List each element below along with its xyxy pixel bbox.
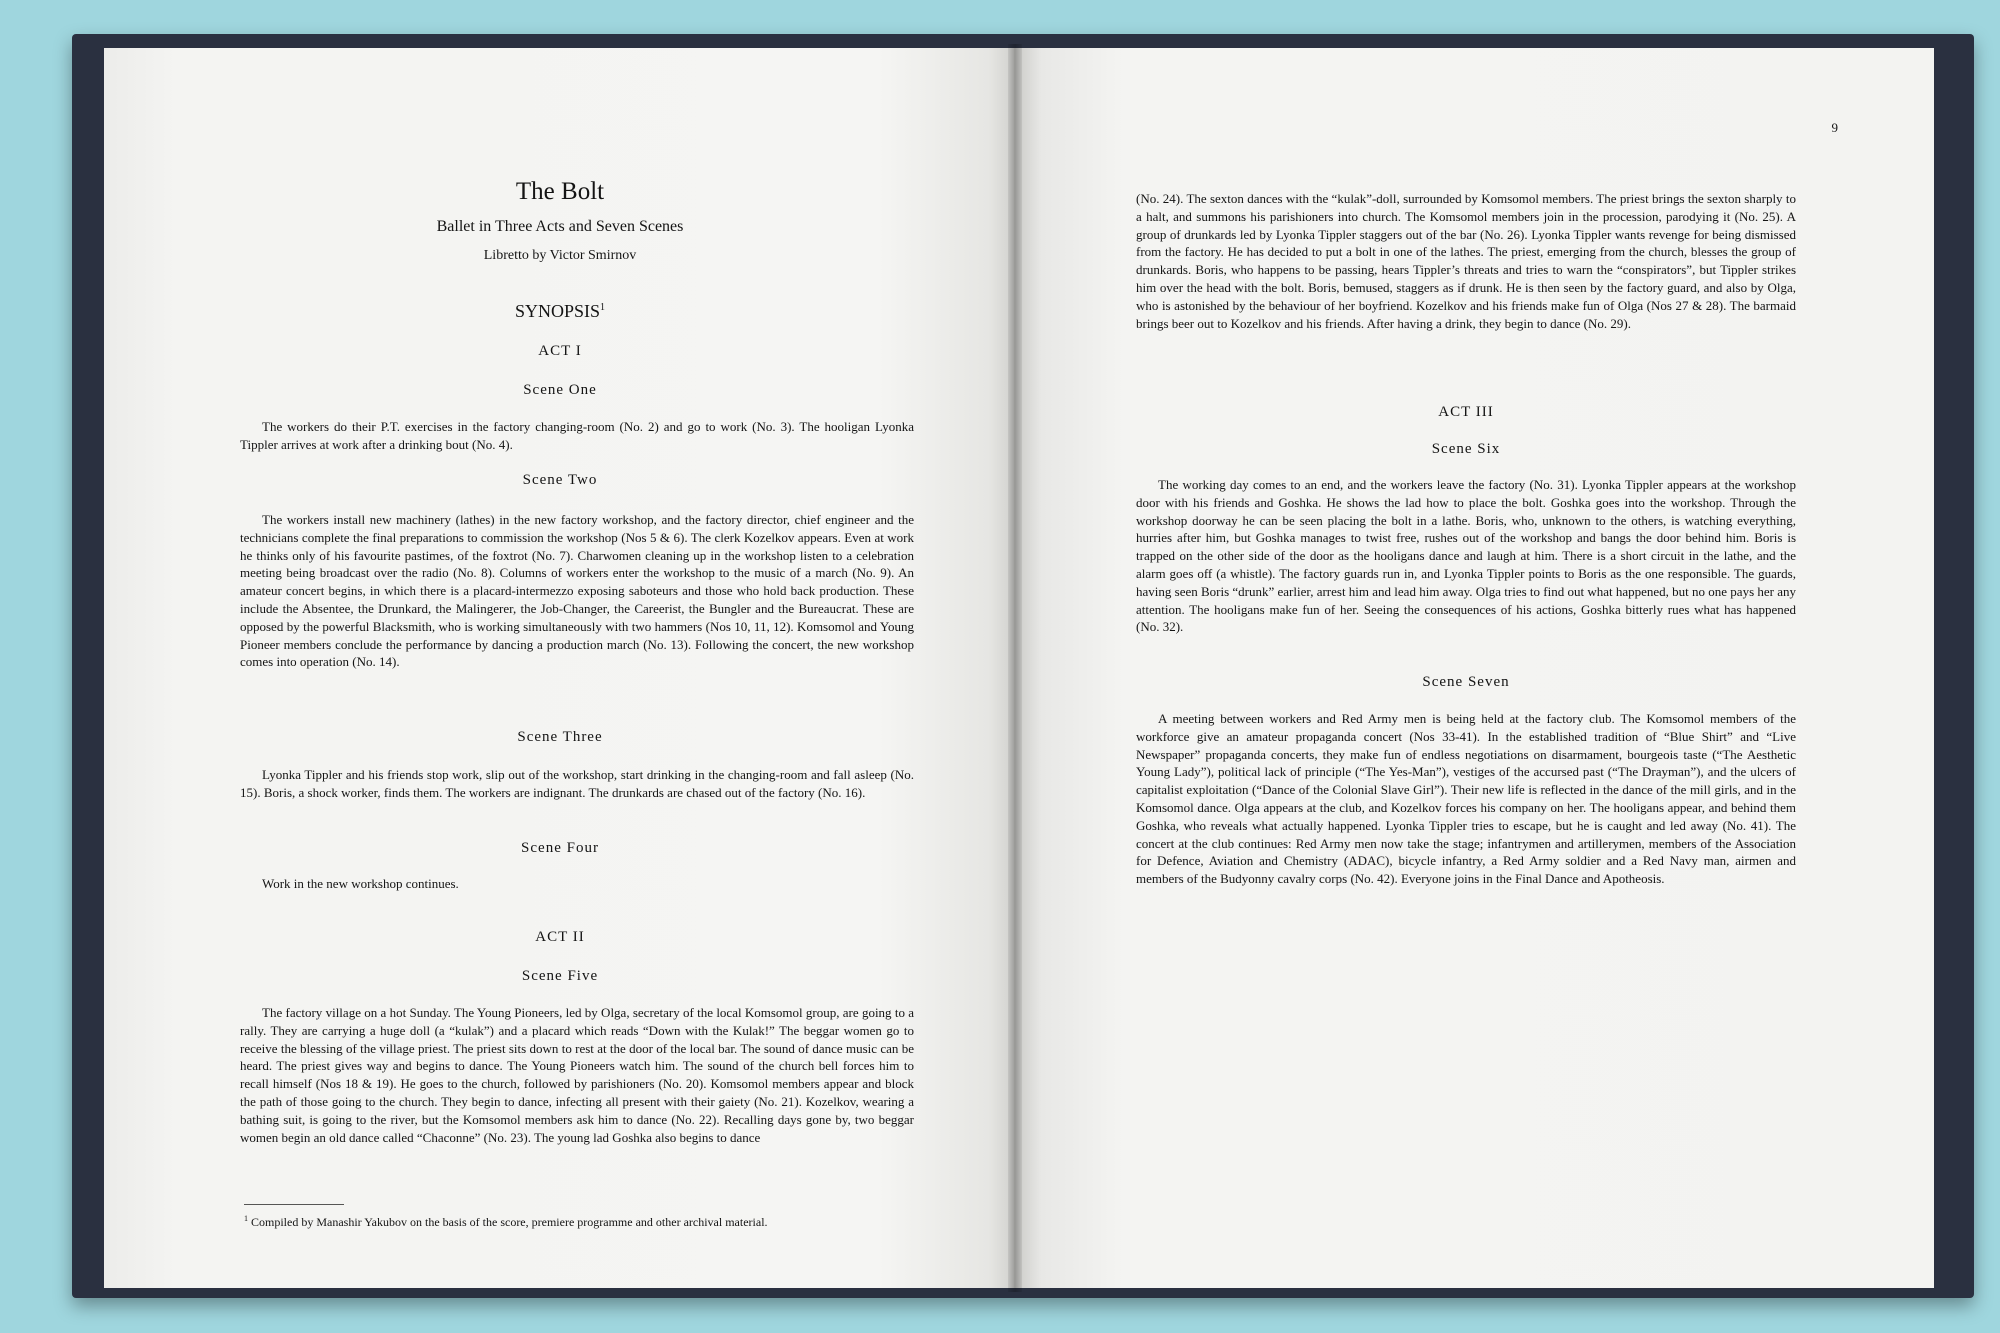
ballet-title: The Bolt bbox=[515, 178, 605, 205]
scene-2-heading: Scene Two bbox=[522, 472, 598, 488]
scene-4-heading: Scene Four bbox=[521, 840, 599, 856]
scene-7-heading: Scene Seven bbox=[1422, 674, 1510, 690]
scene-3-text: Lyonka Tippler and his friends stop work, slip out of the workshop, start drinking in the changing-room and fall asleep (No. 15). Boris, a shock worker, finds them. The workers are indignant. The drunkards are chased out of the factory (No. 16). bbox=[240, 767, 914, 800]
footnote: $^1$ Compiled by Manashir Yakubov on the basis of the score, premiere programme and other archival material. bbox=[244, 1214, 768, 1229]
scene-6-text: The working day comes to an end, and the workers leave the factory (No. 31). Lyonka Tippler appears at the workshop door with his friends and Goshka. He shows the lad how to place the bolt. Goshka goes into the workshop. Through the workshop doorway he can be seen placing the bolt in a lathe. Boris, who, unknown to the others, is watching everything, hurries after him, but Goshka manages to twist free, rushes out of the workshop and bangs the door behind him. Boris is trapped on the other side of the door as the hooligans dance and laugh at him. There is a short circuit in the lathe, and the alarm goes off (a whistle). The factory guards run in, and Lyonka Tippler points to Boris as the one responsible. The guards, having seen Boris “drunk” earlier, arrest him and lead him away. Olga tries to find out what happened, but no one pays her any attention. The hooligans make fun of her. Seeing the consequences of his actions, Goshka bitterly rues what has happened (No. 32). bbox=[1136, 477, 1796, 635]
footnote-mark: 1 bbox=[244, 1214, 248, 1223]
scene-5-continuation: (No. 24). The sexton dances with the “kulak”-doll, surrounded by Komsomol members. The priest brings the sexton sharply to a halt, and summons his parishioners into church. The Komsomol members join in the procession, parodying it (No. 25). A group of drunkards led by Lyonka Tippler staggers out of the bar (No. 26). Lyonka Tippler wants revenge for being dismissed from the factory. He has decided to put a bolt in one of the lathes. The priest, emerging from the church, blesses the group of drunkards. Boris, who happens to be passing, hears Tippler’s threats and tries to warn the “conspirators”, but Tippler strikes him over the head with the bolt. Boris, bemused, staggers as if drunk. He is then seen by the factory guard, and also by Olga, who is astonished by the behaviour of her boyfriend. Kozelkov and his friends make fun of Olga (Nos 27 & 28). The barmaid brings beer out to Kozelkov and his friends. After having a drink, they begin to dance (No. 29). bbox=[1136, 191, 1796, 331]
ballet-subtitle: Ballet in Three Acts and Seven Scenes bbox=[436, 218, 684, 235]
book-spine bbox=[1008, 44, 1022, 1292]
footnote-rule bbox=[244, 1204, 344, 1205]
scene-4-text: Work in the new workshop continues. bbox=[262, 876, 459, 891]
scene-1-heading: Scene One bbox=[523, 382, 597, 398]
scene-5-text: The factory village on a hot Sunday. The Young Pioneers, led by Olga, secretary of the local Komsomol group, are going to a rally. They are carrying a huge doll (a “kulak”) and a placard which reads “Down with the Kulak!” The beggar women go to receive the blessing of the village priest. The priest sits down to rest at the door of the local bar. The sound of dance music can be heard. The priest gives way and begins to dance. The Young Pioneers watch him. The sound of the church bell forces him to recall himself (Nos 18 & 19). He goes to the church, followed by parishioners (No. 20). Komsomol members appear and block the path of those going to the church. They begin to dance, infecting all present with their gaiety (No. 21). Kozelkov, wearing a bathing suit, is going to the river, but the Komsomol members ask him to dance (No. 22). Recalling days gone by, two beggar women begin an old dance called “Chaconne” (No. 23). The young lad Goshka also begins to dance bbox=[240, 1005, 914, 1145]
scene-7-text: A meeting between workers and Red Army men is being held at the factory club. The Komsomol members of the workforce give an amateur propaganda concert (Nos 33-41). In the established tradition of “Blue Shirt” and “Live Newspaper” propaganda concerts, they make fun of endless negotiations on disarmament, bourgeois taste (“The Aesthetic Young Lady”), political lack of principle (“The Yes-Man”), vestiges of the accursed past (“The Drayman”), and the ulcers of capitalist exploitation (“Dance of the Colonial Slave Girl”). Their new life is reflected in the dance of the mill girls, and in the Komsomol dance. Olga appears at the club, and Kozelkov forces his company on her. The hooligans appear, and behind them Goshka, who reveals what actually happened. Lyonka Tippler tries to escape, but he is caught and led away (No. 41). The concert at the club continues: Red Army men now take the stage; infantrymen and artillerymen, members of the Association for Defence, Aviation and Chemistry (ADAC), bicycle infantry, a Red Army soldier and a Red Navy man, airmen and members of the Budyonny cavalry corps (No. 42). Everyone joins in the Final Dance and Apotheosis. bbox=[1136, 711, 1796, 887]
act-3-heading: ACT III bbox=[1438, 404, 1494, 420]
synopsis-footnote-mark: 1 bbox=[600, 302, 606, 313]
scene-6-heading: Scene Six bbox=[1431, 441, 1501, 457]
scene-1-text: The workers do their P.T. exercises in the factory changing-room (No. 2) and go to work (No. 3). The hooligan Lyonka Tippler arrives at work after a drinking bout (No. 4). bbox=[240, 419, 914, 452]
synopsis-heading: SYNOPSIS$^1$ bbox=[514, 301, 606, 321]
page-number: 9 bbox=[1831, 120, 1838, 135]
libretto-credit: Libretto by Victor Smirnov bbox=[483, 248, 637, 263]
right-page bbox=[1014, 48, 1934, 1288]
scene-3-heading: Scene Three bbox=[517, 729, 603, 745]
act-1-heading: ACT I bbox=[538, 343, 582, 359]
left-page bbox=[104, 48, 1016, 1288]
scene-5-heading: Scene Five bbox=[521, 968, 599, 984]
scene-2-text: The workers install new machinery (lathes) in the new factory workshop, and the factory director, chief engineer and the technicians complete the final preparations to commission the workshop (Nos 5 & 6). The clerk Kozelkov appears. Even at work he thinks only of his favourite pastimes, of the foxtrot (No. 7). Charwomen cleaning up in the workshop listen to a celebration meeting being broadcast over the radio (No. 8). Columns of workers enter the workshop to the music of a march (No. 9). An amateur concert begins, in which there is a placard-intermezzo exposing saboteurs and those who hold back production. These include the Absentee, the Drunkard, the Malingerer, the Job-Changer, the Careerist, the Bungler and the Bureaucrat. These are opposed by the powerful Blacksmith, who is working simultaneously with two hammers (Nos 10, 11, 12). Komsomol and Young Pioneer members conclude the performance by dancing a production march (No. 13). Following the concert, the new workshop comes into operation (No. 14). bbox=[240, 512, 914, 670]
act-2-heading: ACT II bbox=[535, 929, 585, 945]
